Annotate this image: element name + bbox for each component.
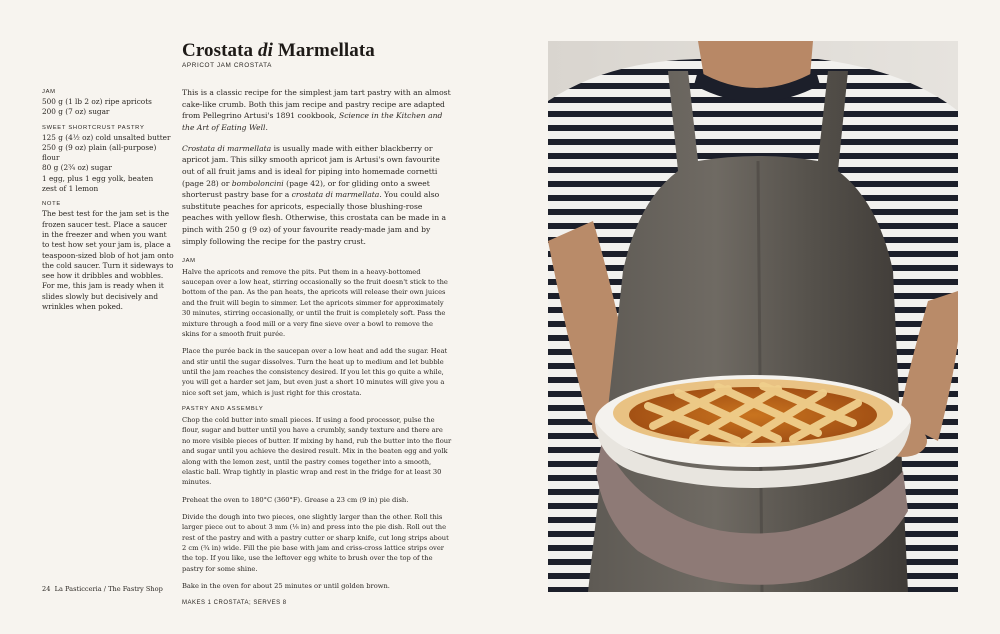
page-number: 24 xyxy=(42,585,51,593)
method-paragraph: Bake in the oven for about 25 minutes or until golden brown. xyxy=(182,582,390,591)
method-paragraph: Divide the dough into two pieces, one slightly larger than the other. Roll this larger piece out to about 3 mm (⅛ in) and press into the pie dish. Roll out the rest of the pastry and with a pastry cutter or sharp knife, cut long strips about 2 cm (¾ in) wide. Fill the pie base with jam and criss-cross lattice strips over the top. If you like, use the leftover egg white to brush over the top of the pastry for some shine. xyxy=(182,512,449,573)
photo-illustration xyxy=(548,41,958,592)
ingredient-item: 250 g (9 oz) plain (all-purpose) flour xyxy=(42,142,157,163)
method-paragraph: Place the purée back in the saucepan over a low heat and add the sugar. Heat and stir until the sugar dissolves. Turn the heat up to medium and let bubble until the jam reaches the consistency desired. If you let this go quite a while, you will get a harder set jam, but even just a short 10 minutes will give you a nice soft set jam, which is just right for this crostata. xyxy=(182,347,448,397)
note-text: The best test for the jam set is the frozen saucer test. Place a saucer in the freezer and when you want to test how set your jam is, place a teaspoon-sized blob of hot jam onto the cold saucer. Turn it sideways to see how it dribbles and wobbles. For me, this jam is ready when it slides slowly but decisively and wrinkles when poked. xyxy=(42,209,174,312)
book-name: La Pasticceria xyxy=(54,585,102,593)
jam-label: JAM xyxy=(42,89,56,95)
method-paragraph: Halve the apricots and remove the pits. Put them in a heavy-bottomed saucepan over a low heat, stirring occasionally so the fruit doesn't stick to the bottom of the pan. As the pan heats, the apricots will release their own juices and the fruit will begin to simmer. Let the apricots simmer for approximately 30 minutes, stirring occasionally, or until the fruit is completely soft. Pass the mixture through a food mill or a very fine sieve over a bowl to remove the skins for a smooth fruit purée. xyxy=(182,267,448,338)
ingredient-item: 1 egg, plus 1 egg yolk, beaten xyxy=(42,173,154,183)
note-label: NOTE xyxy=(42,201,61,208)
page-footer: 24 La Pasticceria / The Fastry Shop xyxy=(42,585,163,593)
chapter-name: The Fastry Shop xyxy=(108,585,163,593)
crostata-photo xyxy=(548,41,958,592)
ingredients-column xyxy=(42,88,174,312)
pastry-label: SWEET SHORTCRUST PASTRY xyxy=(42,124,145,131)
ingredient-item: 200 g (7 oz) sugar xyxy=(42,107,110,117)
yield-text: MAKES 1 CROSTATA; SERVES 8 xyxy=(182,600,287,607)
ingredient-item: 125 g (4½ oz) cold unsalted butter xyxy=(42,132,171,142)
method-column xyxy=(182,87,452,609)
method-paragraph: Chop the cold butter into small pieces. If using a food processor, pulse the flour, sugar and butter until you have a crumbly, sandy texture and there are no more visible pieces of butter. If mixing by hand, rub the butter into the flour and sugar until you achieve the desired result. Mix in the beaten egg and yolk along with the lemon zest, until the pastry comes together into a smooth, elastic ball. Wrap tightly in plastic wrap and rest in the fridge for at least 30 minutes. xyxy=(182,415,452,487)
ingredient-item: 80 g (2¾ oz) sugar xyxy=(42,163,112,173)
intro-paragraph-2: Crostata di marmellata is usually made with either blackberry or apricot jam. This silky smooth apricot jam is Artusi's own favourite out of all fruit jams and is ideal for piping into homemade cornetti (page 28) or bomboloncini (page 42), or for gliding onto a sweet shorterust pastry base for a crostata di marmellata. You could also substitute peaches for apricots, especially those blushing-rose peaches with yellow flesh. Otherwise, this crostata can be made in a pinch with 250 g (9 oz) of your favourite ready-made jam and by simply following the recipe for the pastry crust. xyxy=(182,143,447,246)
ingredient-item: zest of 1 lemon xyxy=(42,184,99,194)
method-jam-label: JAM xyxy=(182,257,196,264)
recipe-subtitle: APRICOT JAM CROSTATA xyxy=(182,62,272,69)
method-pastry-label: PASTRY AND ASSEMBLY xyxy=(182,405,264,412)
method-paragraph: Preheat the oven to 180°C (360°F). Grease a 23 cm (9 in) pie dish. xyxy=(182,495,409,504)
ingredient-item: 500 g (1 lb 2 oz) ripe apricots xyxy=(42,97,152,106)
intro-paragraph-1: This is a classic recipe for the simplest jam tart pastry with an almost cake-like crumb. Both this jam recipe and pastry recipe are adapted from Pellegrino Artusi's 1891 cookbook, Science in the Kitchen and the Art of Eating Well. xyxy=(182,88,451,132)
recipe-title: Crostata di Marmellata xyxy=(182,40,375,61)
